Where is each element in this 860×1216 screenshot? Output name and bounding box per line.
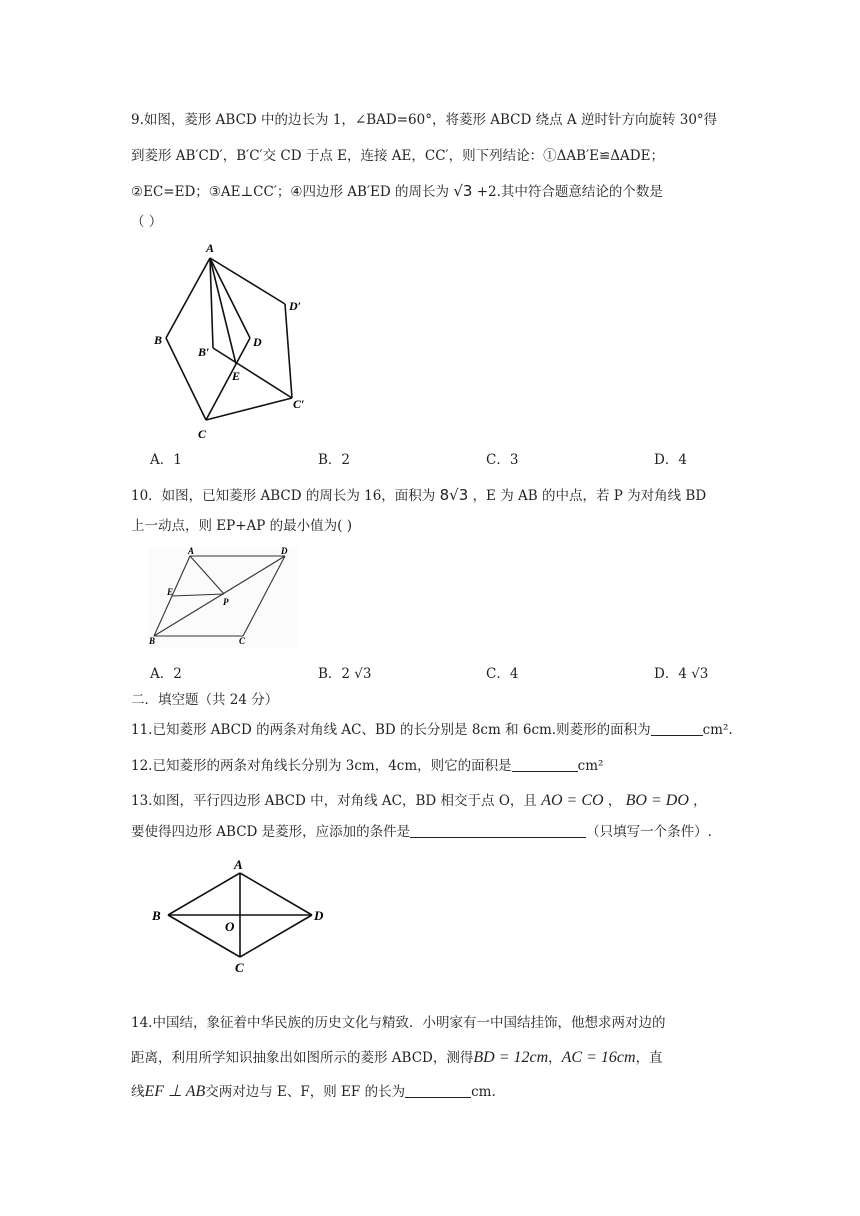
q9-label-a: A [206, 241, 215, 255]
sqrt3-expression: √3 [453, 182, 473, 200]
q11-unit: cm². [702, 722, 733, 738]
q13-label-b: B [152, 908, 161, 923]
q10-option-a[interactable]: A．2 [150, 666, 182, 682]
q14-line3-text-a: 线 [131, 1084, 145, 1100]
q13-label-c: C [235, 960, 244, 975]
q9-label-c: C [198, 427, 207, 441]
q9-option-d[interactable]: D．4 [654, 452, 687, 468]
q9-option-a[interactable]: A．1 [150, 452, 182, 468]
q10-label-p: P [223, 597, 229, 607]
q13-line1-text: 13.如图，平行四边形 ABCD 中，对角线 AC，BD 相交于点 O，且 [131, 793, 537, 809]
q10-line1-text-b: ，E 为 AB 的中点，若 P 为对角线 BD [472, 488, 707, 504]
q10-label-e: E [167, 587, 174, 597]
q9-line3-text-b: +2.其中符合题意结论的个数是 [476, 184, 663, 200]
q13-line2-text-a: 要使得四边形 ABCD 是菱形，应添加的条件是 [131, 824, 411, 840]
q9-label-e: E [232, 369, 241, 383]
q13-comma2: ， [693, 793, 707, 809]
q12-answer-blank[interactable] [512, 757, 578, 772]
q14-comma: ， [548, 1050, 562, 1066]
q10-option-d[interactable]: D．4 √3 [654, 666, 709, 682]
q14-answer-blank[interactable] [405, 1083, 471, 1098]
q9-figure [150, 238, 320, 441]
q9-label-b: B [154, 333, 163, 347]
q9-line3-text-a: ②EC=ED；③AE⊥CC′；④四边形 AB′ED 的周长为 [131, 184, 450, 200]
q14-eq-ef-perp-ab: EF ⊥ AB [144, 1083, 206, 1100]
q9-line1: 9.如图，菱形 ABCD 中的边长为 1，∠BAD=60°，将菱形 ABCD 绕点 A 逆时针方向旋转 30°得 [131, 112, 718, 128]
q10-option-c[interactable]: C．4 [486, 666, 519, 682]
q14-line3 [131, 1082, 496, 1102]
q10-line2: 上一动点，则 EP+AP 的最小值为( ) [131, 518, 352, 534]
q13-line2-text-b: （只填写一个条件）. [586, 824, 712, 840]
q13-comma: ， [607, 793, 622, 809]
q14-line2 [131, 1048, 663, 1068]
q9-label-dprime: D′ [289, 299, 302, 313]
q14-line1: 14.中国结，象征着中华民族的历史文化与精致．小明家有一中国结挂饰，他想求两对边的 [131, 1015, 666, 1031]
q10-label-d: D [281, 546, 288, 556]
q11-answer-blank[interactable] [651, 721, 703, 736]
q9-label-d: D [253, 335, 262, 349]
q14-eq-bd: BD = 12cm [473, 1049, 549, 1066]
q10-label-a: A [188, 546, 195, 556]
q10-option-b[interactable]: B．2 √3 [318, 666, 372, 682]
q13-line1 [131, 791, 707, 811]
q10-label-c: C [239, 636, 246, 646]
q12-unit: cm² [577, 758, 604, 774]
section-heading: 二．填空题（共 24 分） [131, 692, 279, 708]
q14-line3-text-b: 交两对边与 E、F，则 EF 的长为 [205, 1084, 406, 1100]
q10-line1-text-a: 10．如图，已知菱形 ABCD 的周长为 16，面积为 [131, 488, 436, 504]
q9-line2: 到菱形 AB′CD′，B′C′交 CD 于点 E，连接 AE，CC′，则下列结论：①ΔAB′E≌ΔADE； [131, 148, 664, 164]
q13-line2 [131, 822, 712, 842]
q12 [131, 756, 603, 776]
q14-line3-text-c: cm. [471, 1084, 496, 1100]
q9-option-c[interactable]: C．3 [486, 452, 519, 468]
q11-text: 11.已知菱形 ABCD 的两条对角线 AC、BD 的长分别是 8cm 和 6cm.则菱形的面积为 [131, 722, 651, 738]
q10-line1 [131, 485, 706, 506]
q10-figure [148, 548, 298, 648]
q10-label-b: B [149, 636, 156, 646]
q14-line2-text-b: ，直 [635, 1050, 663, 1066]
q14-eq-ac: AC = 16cm [561, 1049, 636, 1066]
q9-label-bprime: B′ [198, 345, 210, 359]
q9-option-b[interactable]: B．2 [318, 452, 351, 468]
q14-line2-text-a: 距离，利用所学知识抽象出如图所示的菱形 ABCD，测得 [131, 1050, 474, 1066]
q13-eq-ao-co: AO = CO [541, 792, 604, 809]
q9-line3 [131, 181, 663, 202]
q13-label-a: A [234, 857, 243, 872]
q9-label-cprime: C′ [293, 397, 305, 411]
q12-text: 12.已知菱形的两条对角线长分别为 3cm，4cm，则它的面积是 [131, 758, 512, 774]
q11 [131, 720, 733, 740]
q9-paren: （ ） [131, 214, 163, 230]
q13-eq-bo-do: BO = DO [625, 792, 689, 809]
area-expression: 8√3 [439, 486, 469, 504]
q13-figure [150, 855, 330, 975]
q13-answer-blank[interactable] [410, 823, 586, 838]
q13-label-d: D [314, 908, 324, 923]
q13-label-o: O [225, 919, 235, 934]
